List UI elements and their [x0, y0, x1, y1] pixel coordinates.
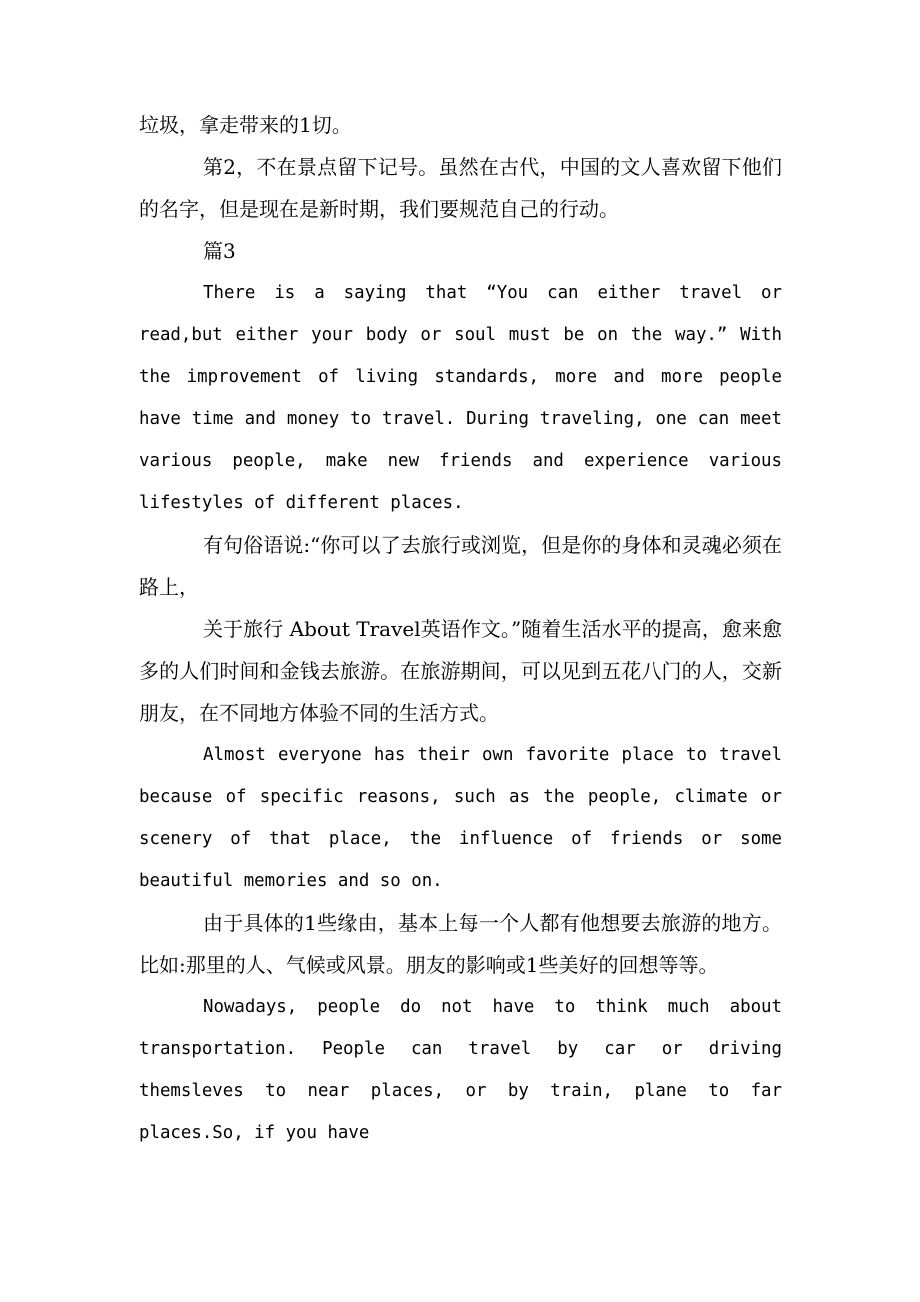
- section-heading: 篇3: [203, 239, 236, 263]
- paragraph-transportation-en: Nowadays, people do not have to think much about transportation. People can travel by car or driving themsleves to near places, or by train, plane to far places.So, if you have: [139, 997, 782, 1143]
- paragraph-favorite-place-zh: 由于具体的1些缘由，基本上每一个人都有他想要去旅游的地方。比如:那里的人、气候或风景。朋友的影响或1些美好的回想等等。: [139, 911, 782, 977]
- paragraph-travel-saying-zh: 有句俗语说:“你可以了去旅行或浏览，但是你的身体和灵魂必须在路上，: [139, 533, 782, 599]
- paragraph-favorite-place-en: Almost everyone has their own favorite place to travel because of specific reasons, such as the people, climate or scenery of that place, the influence of friends or some beautiful memories and so on.: [139, 745, 782, 891]
- paragraph-travel-saying-en: There is a saying that “You can either travel or read,but either your body or soul must be on the way.” With the improvement of living standards, more and more people have time and money to travel. During traveling, one can meet various people, make new friends and experience various lifestyles of different places.: [139, 283, 782, 513]
- document-body: [139, 104, 782, 1154]
- paragraph-no-marks: 第2，不在景点留下记号。虽然在古代，中国的文人喜欢留下他们的名字，但是现在是新时期，我们要规范自己的行动。: [139, 155, 782, 221]
- paragraph-trash-continuation: 垃圾，拿走带来的1切。: [139, 113, 352, 137]
- paragraph-living-standards-zh: 关于旅行 About Travel英语作文。”随着生活水平的提高，愈来愈多的人们时间和金钱去旅游。在旅游期间，可以见到五花八门的人，交新朋友，在不同地方体验不同的生活方式。: [139, 617, 782, 725]
